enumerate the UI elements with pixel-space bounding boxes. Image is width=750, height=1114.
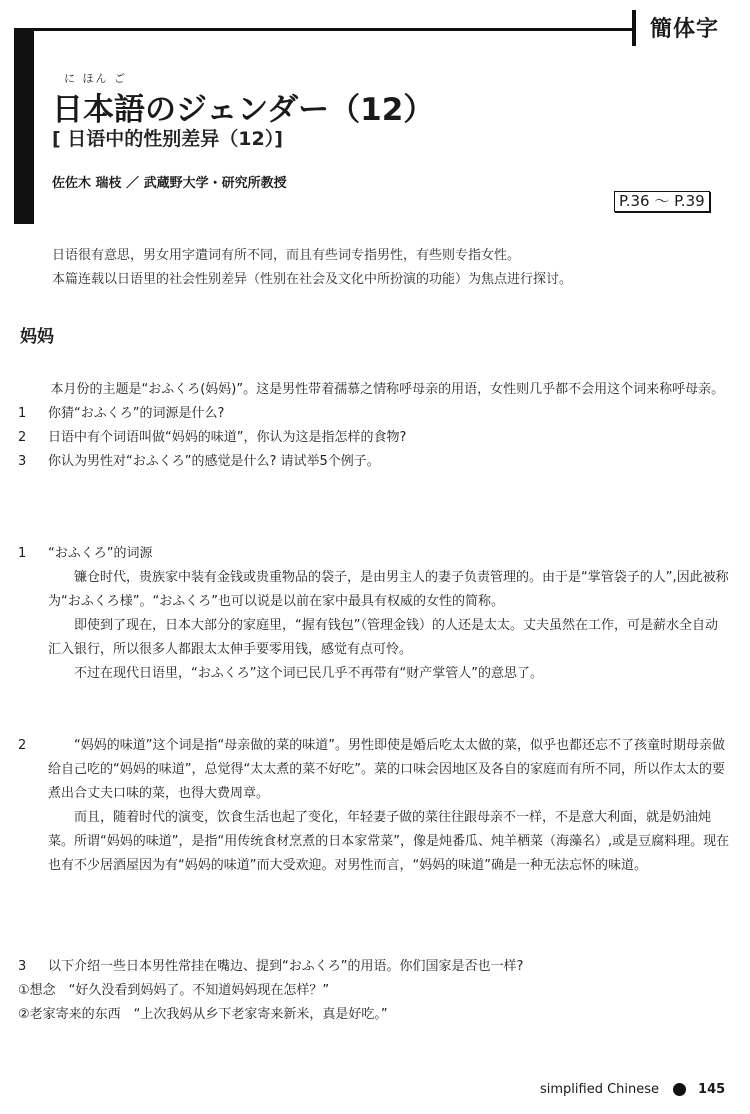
answer-paragraph-row xyxy=(18,734,730,806)
question-text: 你认为男性对“おふくろ”的感觉是什么? 请试举5个例子。 xyxy=(48,454,380,469)
answer-heading xyxy=(18,542,730,566)
answer-heading xyxy=(18,955,730,979)
answer-1 xyxy=(18,542,730,686)
answer-heading-text: 以下介绍一些日本男性常挂在嘴边、提到“おふくろ”的用语。你们国家是否也一样? xyxy=(48,959,524,974)
answer-paragraph: “妈妈的味道”这个词是指“母亲做的菜的味道”。男性即使是婚后吃太太做的菜，似乎也都还忘不了孩童时期母亲做给自己吃的“妈妈的味道”，总觉得“太太煮的菜不好吃”。菜的口味会因地区及各自的家庭而有所不同，所以作太太的要煮出合丈夫口味的菜，也得大费周章。 xyxy=(48,738,725,801)
page-title: 日本語のジェンダー（12） xyxy=(52,92,435,128)
header-side-bar xyxy=(14,28,34,224)
page-reference-box: P.36 ～ P.39 xyxy=(614,191,710,212)
page-footer xyxy=(540,1082,725,1097)
answer-2 xyxy=(18,734,730,878)
example-item: ②老家寄来的东西 “上次我妈从乡下老家寄来新米，真是好吃。” xyxy=(18,1007,388,1022)
simplified-badge: 簡体字 xyxy=(650,17,720,42)
question-item xyxy=(18,402,730,426)
page-number: 145 xyxy=(698,1082,726,1097)
answer-heading-text: “おふくろ”的词源 xyxy=(48,546,153,561)
question-number: 3 xyxy=(18,454,27,469)
intro-line: 日语很有意思，男女用字遣词有所不同，而且有些词专指男性，有些则专指女性。 xyxy=(52,248,521,263)
answer-paragraph: 不过在现代日语里，“おふくろ”这个词已民几乎不再带有“财产掌管人”的意思了。 xyxy=(74,666,543,681)
header-rule xyxy=(28,28,636,31)
bullet-dot-icon xyxy=(673,1083,686,1096)
section-title: 妈妈 xyxy=(20,327,54,347)
example-item: ①想念 “好久没看到妈妈了。不知道妈妈现在怎样？” xyxy=(18,983,330,998)
question-item xyxy=(18,426,730,450)
answer-number: 1 xyxy=(18,546,27,561)
lead-paragraph: 本月份的主题是“おふくろ(妈妈)”。这是男性带着孺慕之情称呼母亲的用语，女性则几乎都不会用这个词来称呼母亲。 xyxy=(50,382,725,397)
question-text: 日语中有个词语叫做“妈妈的味道”，你认为这是指怎样的食物? xyxy=(48,430,407,445)
question-number: 2 xyxy=(18,430,27,445)
intro-line: 本篇连载以日语里的社会性别差异（性别在社会及文化中所扮演的功能）为焦点进行探讨。 xyxy=(52,272,573,287)
title-ruby: に ほん ご xyxy=(64,72,127,85)
header-rule-tick xyxy=(632,10,636,46)
question-item xyxy=(18,450,730,474)
answer-paragraph: 镰仓时代，贵族家中装有金钱或贵重物品的袋子，是由男主人的妻子负责管理的。由于是“掌管袋子的人”,因此被称为“おふくろ様”。“おふくろ”也可以说是以前在家中最具有权威的女性的简称。 xyxy=(48,570,729,609)
footer-label: simplified Chinese xyxy=(540,1082,660,1097)
answer-paragraph: 而且，随着时代的演变，饮食生活也起了变化，年轻妻子做的菜往往跟母亲不一样，不是意大利面，就是奶油炖菜。所谓“妈妈的味道”，是指“用传统食材烹煮的日本家常菜”，像是炖番瓜、炖羊栖菜（海藻名）,或是豆腐料理。现在也有不少居酒屋因为有“妈妈的味道”而大受欢迎。对男性而言，“妈妈的味道”确是一种无法忘怀的味道。 xyxy=(48,810,730,873)
question-text: 你猜“おふくろ”的词源是什么? xyxy=(48,406,225,421)
answer-paragraph: 即使到了现在，日本大部分的家庭里，“握有钱包”（管理金钱）的人还是太太。丈夫虽然在工作，可是薪水全自动汇入银行，所以很多人都跟太太伸手要零用钱，感觉有点可怜。 xyxy=(48,618,718,657)
lead-paragraph-block xyxy=(18,378,730,474)
page-subtitle: [ 日语中的性别差异（12）] xyxy=(52,128,283,150)
intro xyxy=(52,244,722,292)
question-number: 1 xyxy=(18,406,27,421)
answer-number: 2 xyxy=(18,738,27,753)
answer-number: 3 xyxy=(18,959,27,974)
author-line: 佐佐木 瑞枝 ／ 武蔵野大学・研究所教授 xyxy=(52,176,287,191)
answer-3 xyxy=(18,955,730,1027)
